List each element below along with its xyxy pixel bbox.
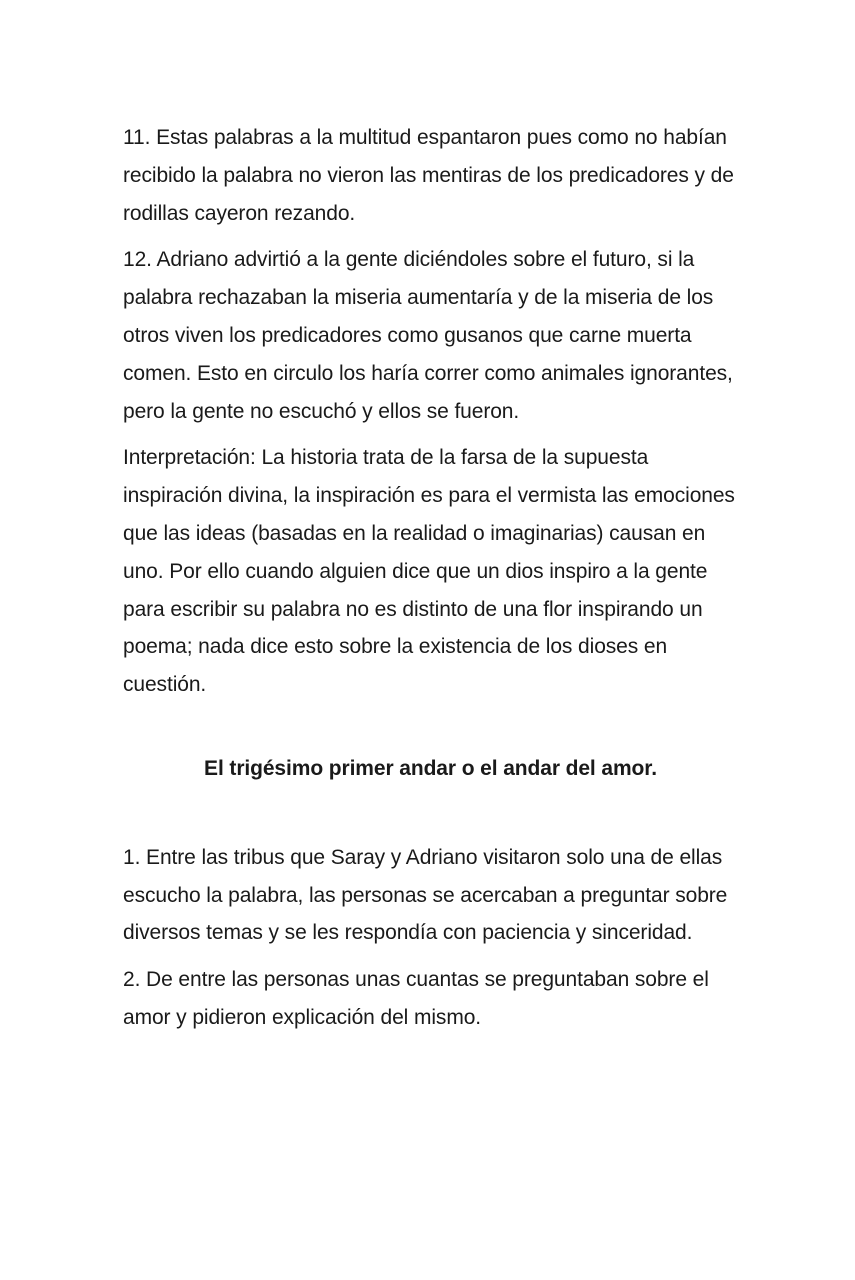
page-body — [123, 119, 738, 1046]
paragraph-1: 1. Entre las tribus que Saray y Adriano visitaron solo una de ellas escucho la palabra, las personas se acercaban a preguntar sobre diversos temas y se les respondía con paciencia y sinceridad. — [123, 845, 728, 945]
paragraph-11: 11. Estas palabras a la multitud espantaron pues como no habían recibido la palabra no vieron las mentiras de los predicadores y de rodillas cayeron rezando. — [123, 126, 734, 225]
paragraph-2: 2. De entre las personas unas cuantas se preguntaban sobre el amor y pidieron explicación del mismo. — [123, 968, 709, 1029]
paragraph-12: 12. Adriano advirtió a la gente diciéndoles sobre el futuro, si la palabra rechazaban la miseria aumentaría y de la miseria de los otros viven los predicadores como gusanos que carne muerta comen. Esto en circulo los haría correr como animales ignorantes, pero la gente no escuchó y ellos se fueron. — [123, 248, 733, 423]
section-heading: El trigésimo primer andar o el andar del amor. — [204, 756, 657, 780]
interpretation-paragraph: Interpretación: La historia trata de la farsa de la supuesta inspiración divina, la inspiración es para el vermista las emociones que las ideas (basadas en la realidad o imaginarias) causan en uno. Por ello cuando alguien dice que un dios inspiro a la gente para escribir su palabra no es distinto de una flor inspirando un poema; nada dice esto sobre la existencia de los dioses en cuestión. — [123, 446, 735, 697]
